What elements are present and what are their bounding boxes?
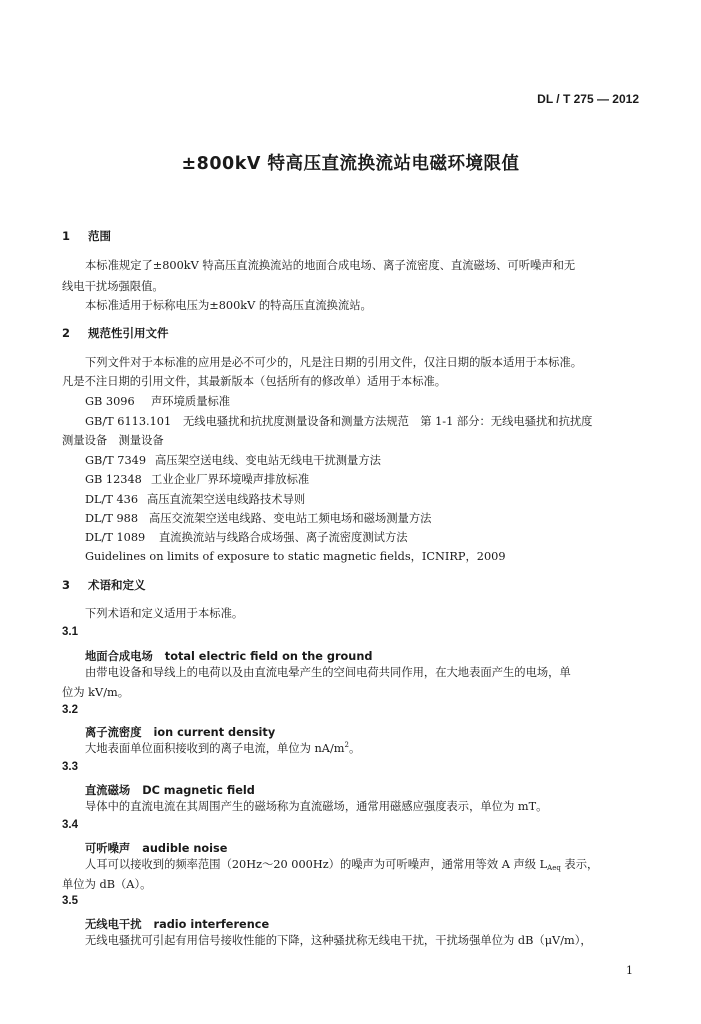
page-number: 1 (626, 964, 633, 977)
definition-text: 表示， (560, 858, 599, 871)
term-number: 3.5 (62, 895, 78, 907)
section-title: 范围 (88, 229, 111, 243)
term-en: audible noise (142, 842, 228, 855)
term-number: 3.3 (62, 761, 78, 773)
reference-title: 高压交流架空送电线路、变电站工频电场和磁场测量方法 (149, 512, 432, 525)
term-number: 3.4 (62, 819, 78, 831)
reference-title: 高压直流架空送电线路技术导则 (147, 493, 306, 506)
reference-item (85, 510, 431, 526)
definition-line: 导体中的直流电流在其周围产生的磁场称为直流磁场，通常用磁感应强度表示，单位为 mT。 (85, 800, 548, 813)
reference-title: 直流换流站与线路合成场强、离子流密度测试方法 (159, 531, 408, 544)
paragraph-line: 下列术语和定义适用于本标准。 (85, 607, 244, 620)
paragraph-line: 下列文件对于本标准的应用是必不可少的，凡是注日期的引用文件，仅注日期的版本适用于本标准。 (85, 356, 583, 369)
reference-item-continued: 测量设备 测量设备 (62, 434, 164, 447)
section-title: 规范性引用文件 (88, 326, 169, 340)
term-zh: 无线电干扰 (85, 918, 142, 931)
paragraph-line: 线电干扰场强限值。 (62, 280, 164, 293)
reference-item (85, 393, 230, 409)
reference-code: DL/T 436 (85, 493, 139, 506)
term-heading (85, 913, 269, 932)
reference-title: 无线电骚扰和抗扰度测量设备和测量方法规范 第 1-1 部分：无线电骚扰和抗扰度 (183, 415, 593, 428)
section-number: 1 (62, 229, 71, 243)
reference-item (85, 452, 381, 468)
definition-line: 单位为 dB（A）。 (62, 878, 152, 891)
term-zh: 可听噪声 (85, 842, 131, 855)
subscript: Aeq (547, 864, 561, 872)
definition-line: 由带电设备和导线上的电荷以及由直流电晕产生的空间电荷共同作用，在大地表面产生的电场，单 (85, 666, 571, 679)
definition-text: 大地表面单位面积接收到的离子电流，单位为 nA/m (85, 742, 345, 755)
section-title: 术语和定义 (88, 578, 146, 592)
reference-title: 高压架空送电线、变电站无线电干扰测量方法 (155, 454, 381, 467)
term-en: total electric field on the ground (164, 650, 373, 663)
paragraph-line: 本标准规定了±800kV 特高压直流换流站的地面合成电场、离子流密度、直流磁场、可听噪声和无 (85, 259, 576, 272)
definition-text: 人耳可以接收到的频率范围（20Hz～20 000Hz）的噪声为可听噪声，通常用等效 A 声级 L (85, 858, 548, 871)
term-number: 3.1 (62, 626, 78, 638)
section-heading-3 (62, 577, 146, 593)
section-heading-2 (62, 325, 169, 341)
standard-code: DL / T 275 — 2012 (537, 92, 639, 106)
term-heading (85, 721, 275, 740)
paragraph-line: 本标准适用于标称电压为±800kV 的特高压直流换流站。 (85, 299, 372, 312)
reference-code: GB 3096 (85, 395, 135, 408)
reference-code: GB/T 7349 (85, 454, 147, 467)
definition-line: 位为 kV/m。 (62, 686, 130, 699)
term-en: radio interference (153, 918, 270, 931)
reference-title: 声环境质量标准 (151, 395, 231, 408)
reference-item (85, 491, 305, 507)
term-heading (85, 837, 227, 856)
definition-text: 。 (348, 742, 361, 755)
term-heading (85, 779, 255, 798)
term-zh: 地面合成电场 (85, 650, 153, 663)
term-en: DC magnetic field (142, 784, 255, 797)
definition-line (85, 740, 360, 756)
term-number: 3.2 (62, 704, 78, 716)
superscript: 2 (344, 741, 349, 750)
reference-code: DL/T 1089 (85, 531, 146, 544)
reference-item (85, 471, 309, 487)
reference-item (85, 413, 592, 429)
term-zh: 离子流密度 (85, 726, 142, 739)
term-heading (85, 645, 372, 664)
section-number: 2 (62, 326, 71, 340)
paragraph-line: 凡是不注日期的引用文件，其最新版本（包括所有的修改单）适用于本标准。 (62, 375, 447, 388)
reference-code: GB 12348 (85, 473, 142, 486)
reference-code: DL/T 988 (85, 512, 139, 525)
section-heading-1 (62, 228, 111, 244)
reference-item (85, 529, 408, 545)
section-number: 3 (62, 578, 71, 592)
reference-item: Guidelines on limits of exposure to static magnetic fields，ICNIRP，2009 (85, 550, 506, 563)
reference-title: 工业企业厂界环境噪声排放标准 (151, 473, 310, 486)
term-en: ion current density (153, 726, 276, 739)
term-zh: 直流磁场 (85, 784, 131, 797)
definition-line (85, 856, 598, 872)
document-title: ±800kV 特高压直流换流站电磁环境限值 (181, 154, 520, 174)
definition-line: 无线电骚扰可引起有用信号接收性能的下降，这种骚扰称无线电干扰，干扰场强单位为 dB（μV/m）， (85, 934, 592, 947)
reference-code: GB/T 6113.101 (85, 415, 172, 428)
